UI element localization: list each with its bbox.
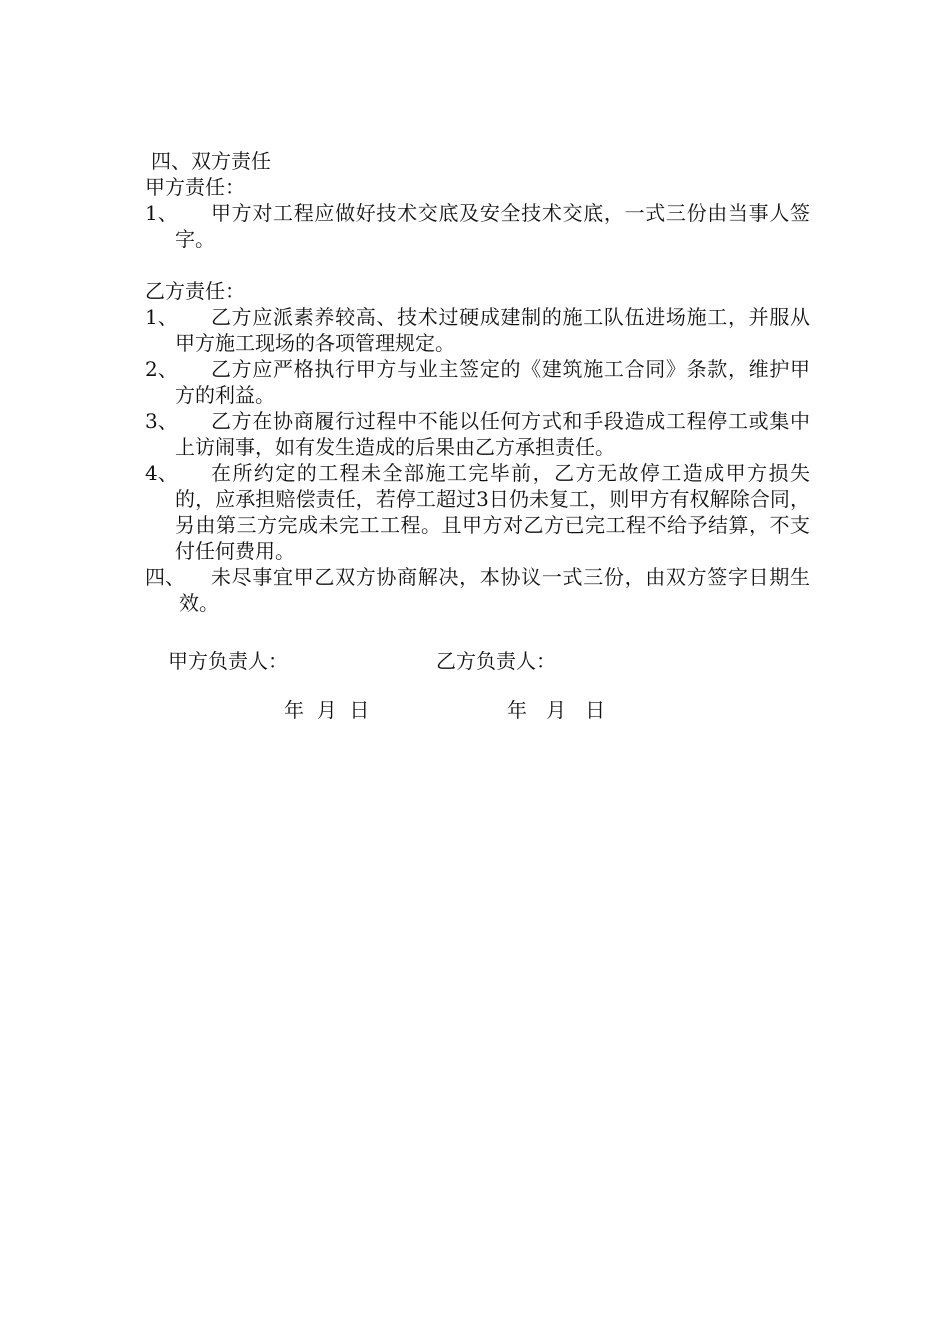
party-a-date: 年 月 日 [284,698,370,722]
party-b-signature-label: 乙方负责人： [436,649,556,673]
item-number: 1、 [145,201,178,225]
party-b-heading: 乙方责任： [145,279,245,303]
party-b-date: 年 月 日 [507,698,606,722]
item-text: 未尽事宜甲乙双方协商解决，本协议一式三份，由双方签字日期生效。 [179,565,810,615]
section-title: 四、双方责任 [151,149,271,173]
item-text: 乙方在协商履行过程中不能以任何方式和手段造成工程停工或集中上访闹事，如有发生造成的后果由乙方承担责任。 [175,409,810,459]
spacer [145,252,810,278]
item-text: 乙方应严格执行甲方与业主签定的《建筑施工合同》条款，维护甲方的利益。 [175,357,810,407]
closing-clause [145,564,810,616]
party-b-item-1 [145,304,810,356]
party-a-item-1 [145,200,810,252]
document-body [145,148,810,616]
item-number: 2、 [145,357,178,381]
item-number: 3、 [145,409,178,433]
item-number: 四、 [145,565,185,589]
item-number: 1、 [145,305,178,329]
item-text: 在所约定的工程未全部施工完毕前，乙方无故停工造成甲方损失的，应承担赔偿责任，若停工超过3日仍未复工，则甲方有权解除合同，另由第三方完成未完工工程。且甲方对乙方已完工程不给予结算，不支付任何费用。 [175,461,810,563]
item-text: 乙方应派素养较高、技术过硬成建制的施工队伍进场施工，并服从甲方施工现场的各项管理规定。 [175,305,810,355]
party-a-signature-label: 甲方负责人： [168,649,288,673]
party-a-heading: 甲方责任： [145,175,245,199]
item-number: 4、 [145,461,178,485]
party-b-item-3 [145,408,810,460]
item-text: 甲方对工程应做好技术交底及安全技术交底，一式三份由当事人签字。 [175,201,810,251]
party-b-item-2 [145,356,810,408]
party-b-item-4 [145,460,810,564]
